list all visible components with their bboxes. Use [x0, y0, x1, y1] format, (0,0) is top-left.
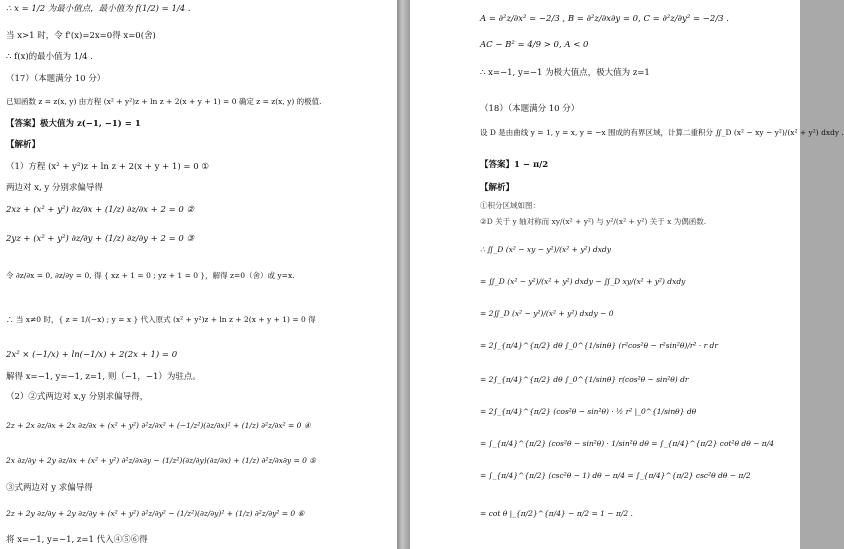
equation: = 2∫_{π/4}^{π/2} dθ ∫_0^{1/sinθ} r(cos²θ − sin²θ) dr: [480, 375, 689, 384]
doc-line: ∴ x = 1/2 为最小值点，最小值为 f(1/2) = 1/4 .: [6, 4, 191, 14]
doc-line: （1）方程 (x² + y²)z + ln z + 2(x + y + 1) = 0 ①: [6, 162, 209, 172]
doc-line: ∴ 当 x≠0 时，{ z = 1/(−x) ; y = x } 代入原式 (x² + y²)z + ln z + 2(x + y + 1) = 0 得: [6, 315, 316, 324]
doc-line: （18）（本题满分 10 分）: [480, 104, 580, 114]
doc-line: 解得 x=−1, y=−1, z=1, 则（−1，−1）为驻点。: [6, 372, 201, 382]
equation: 2z + 2x ∂z/∂x + 2x ∂z/∂x + (x² + y²) ∂²z/∂x² + (−1/z²)(∂z/∂x)² + (1/z) ∂²z/∂x² = 0 ④: [6, 421, 311, 430]
doc-line: ③式两边对 y 求偏导得: [6, 483, 93, 493]
page-gutter: [397, 0, 410, 549]
equation: 2yz + (x² + y²) ∂z/∂y + (1/z) ∂z/∂y + 2 = 0 ③: [6, 234, 195, 244]
equation: = 2∫_{π/4}^{π/2} (cos²θ − sin²θ) · ½ r² |_0^{1/sinθ} dθ: [480, 407, 697, 416]
equation: 2x² × (−1/x) + ln(−1/x) + 2(2x + 1) = 0: [6, 350, 178, 360]
equation: AC − B² = 4/9 > 0, A < 0: [480, 40, 589, 50]
equation: = ∫_{π/4}^{π/2} (csc²θ − 1) dθ − π/4 = ∫_{π/4}^{π/2} csc²θ dθ − π/2: [480, 471, 751, 480]
equation: = ∫_{π/4}^{π/2} (cos²θ − sin²θ) · 1/sin²θ dθ = ∫_{π/4}^{π/2} cot²θ dθ − π/4: [480, 439, 775, 448]
answer-heading: 【答案】极大值为 z(−1, −1) = 1: [6, 119, 141, 129]
equation: ∴ ∬_D (x² − xy − y²)/(x² + y²) dxdy: [480, 245, 611, 254]
doc-line: ②D 关于 y 轴对称而 xy/(x² + y²) 与 y²/(x² + y²) 关于 x 为偶函数.: [480, 217, 707, 226]
doc-line: 设 D 是由曲线 y = 1, y = x, y = −x 围成的有界区域，计算二重积分 ∬_D (x² − xy − y²)/(x² + y²) dxdy .: [480, 128, 844, 137]
equation: = cot θ |_{π/2}^{π/4} − π/2 = 1 − π/2 .: [480, 509, 633, 518]
doc-line: 已知函数 z = z(x, y) 由方程 (x² + y²)z + ln z + 2(x + y + 1) = 0 确定 z = z(x, y) 的极值.: [6, 97, 322, 106]
equation: = ∬_D (x² − y²)/(x² + y²) dxdy − ∬_D xy/(x² + y²) dxdy: [480, 277, 686, 286]
equation: 2xz + (x² + y²) ∂z/∂x + (1/z) ∂z/∂x + 2 = 0 ②: [6, 205, 195, 215]
answer-heading: 【答案】1 − π/2: [480, 160, 549, 170]
analysis-heading: 【解析】: [480, 183, 515, 193]
doc-line: ①积分区域如图：: [480, 201, 540, 210]
doc-line: ∴ x=−1, y=−1 为极大值点，极大值为 z=1: [480, 68, 650, 78]
equation: A = ∂²z/∂x² = −2/3 , B = ∂²z/∂x∂y = 0, C = ∂²z/∂y² = −2/3 .: [480, 14, 729, 24]
document-page-left: [0, 0, 397, 549]
analysis-heading: 【解析】: [6, 140, 41, 150]
document-page-right: [410, 0, 844, 549]
doc-line: 令 ∂z/∂x = 0, ∂z/∂y = 0, 得 { xz + 1 = 0 ; yz + 1 = 0 }，解得 z=0（舍）或 y=x.: [6, 271, 295, 280]
doc-line: 两边对 x, y 分别求偏导得: [6, 183, 103, 193]
doc-line: （2）②式两边对 x,y 分别求偏导得，: [6, 392, 149, 402]
doc-line: 当 x>1 时，令 f'(x)=2x=0得 x=0(舍): [6, 31, 156, 41]
doc-line: 将 x=−1, y=−1, z=1 代入④⑤⑥得: [6, 535, 148, 545]
equation: = 2∫_{π/4}^{π/2} dθ ∫_0^{1/sinθ} (r²cos²θ − r²sin²θ)/r² · r dr: [480, 341, 718, 350]
equation: 2x ∂z/∂y + 2y ∂z/∂x + (x² + y²) ∂²z/∂x∂y − (1/z²)(∂z/∂y)(∂z/∂x) + (1/z) ∂²z/∂x∂y = 0 ⑤: [6, 456, 317, 465]
doc-line: ∴ f(x)的最小值为 1/4 .: [6, 52, 93, 62]
doc-line: （17）（本题满分 10 分）: [6, 74, 106, 84]
equation: 2z + 2y ∂z/∂y + 2y ∂z/∂y + (x² + y²) ∂²z/∂y² − (1/z²)(∂z/∂y)² + (1/z) ∂²z/∂y² = 0 ⑥: [6, 509, 305, 518]
equation: = 2∬_D (x² − y²)/(x² + y²) dxdy − 0: [480, 309, 614, 318]
